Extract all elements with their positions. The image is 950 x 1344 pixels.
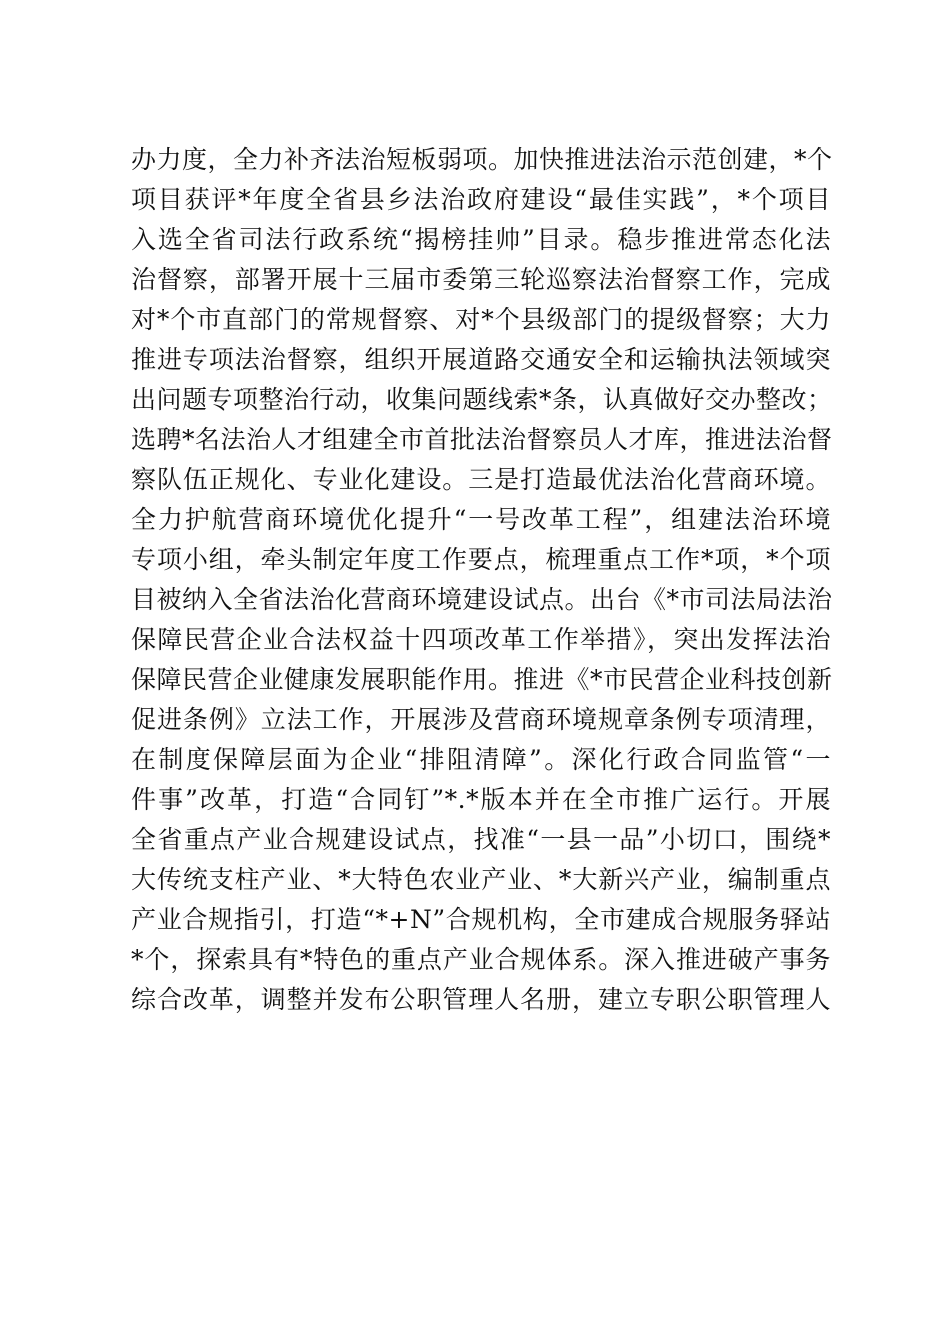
text-line-14: 保障民营企业健康发展职能作用。推进《*市民营企业科技创新 [131,665,833,694]
text-line-4: 治督察，部署开展十三届市委第三轮巡察法治督察工作，完成 [131,265,831,294]
text-line-2: 项目获评*年度全省县乡法治政府建设“最佳实践”，*个项目 [131,185,831,214]
text-line-18: 全省重点产业合规建设试点，找准“一县一品”小切口，围绕* [131,825,831,854]
text-line-17: 件事”改革，打造“合同钉”*.*版本并在全市推广运行。开展 [131,785,831,814]
text-line-20: 产业合规指引，打造“*+N”合规机构，全市建成合规服务驿站 [131,905,831,934]
text-line-12: 目被纳入全省法治化营商环境建设试点。出台《*市司法局法治 [131,585,833,614]
text-line-22: 综合改革，调整并发布公职管理人名册，建立专职公职管理人 [131,985,831,1014]
text-line-13: 保障民营企业合法权益十四项改革工作举措》，突出发挥法治 [131,625,831,654]
text-line-16: 在制度保障层面为企业“排阻清障”。深化行政合同监管“一 [131,745,831,774]
text-line-10: 全力护航营商环境优化提升“一号改革工程”，组建法治环境 [131,505,831,534]
text-line-5: 对*个市直部门的常规督察、对*个县级部门的提级督察；大力 [131,305,831,334]
text-line-3: 入选全省司法行政系统“揭榜挂帅”目录。稳步推进常态化法 [131,225,831,254]
text-line-9: 察队伍正规化、专业化建设。三是打造最优法治化营商环境。 [131,465,831,494]
text-line-19: 大传统支柱产业、*大特色农业产业、*大新兴产业，编制重点 [131,865,831,894]
body-paragraph [131,140,831,1020]
text-line-1: 办力度，全力补齐法治短板弱项。加快推进法治示范创建，*个 [131,145,833,174]
text-line-15: 促进条例》立法工作，开展涉及营商环境规章条例专项清理， [131,705,831,734]
text-line-21: *个，探索具有*特色的重点产业合规体系。深入推进破产事务 [131,945,831,974]
text-line-11: 专项小组，牵头制定年度工作要点，梳理重点工作*项，*个项 [131,545,831,574]
text-line-6: 推进专项法治督察，组织开展道路交通安全和运输执法领域突 [131,345,831,374]
text-line-8: 选聘*名法治人才组建全市首批法治督察员人才库，推进法治督 [131,425,833,454]
text-line-7: 出问题专项整治行动，收集问题线索*条，认真做好交办整改； [131,385,833,414]
